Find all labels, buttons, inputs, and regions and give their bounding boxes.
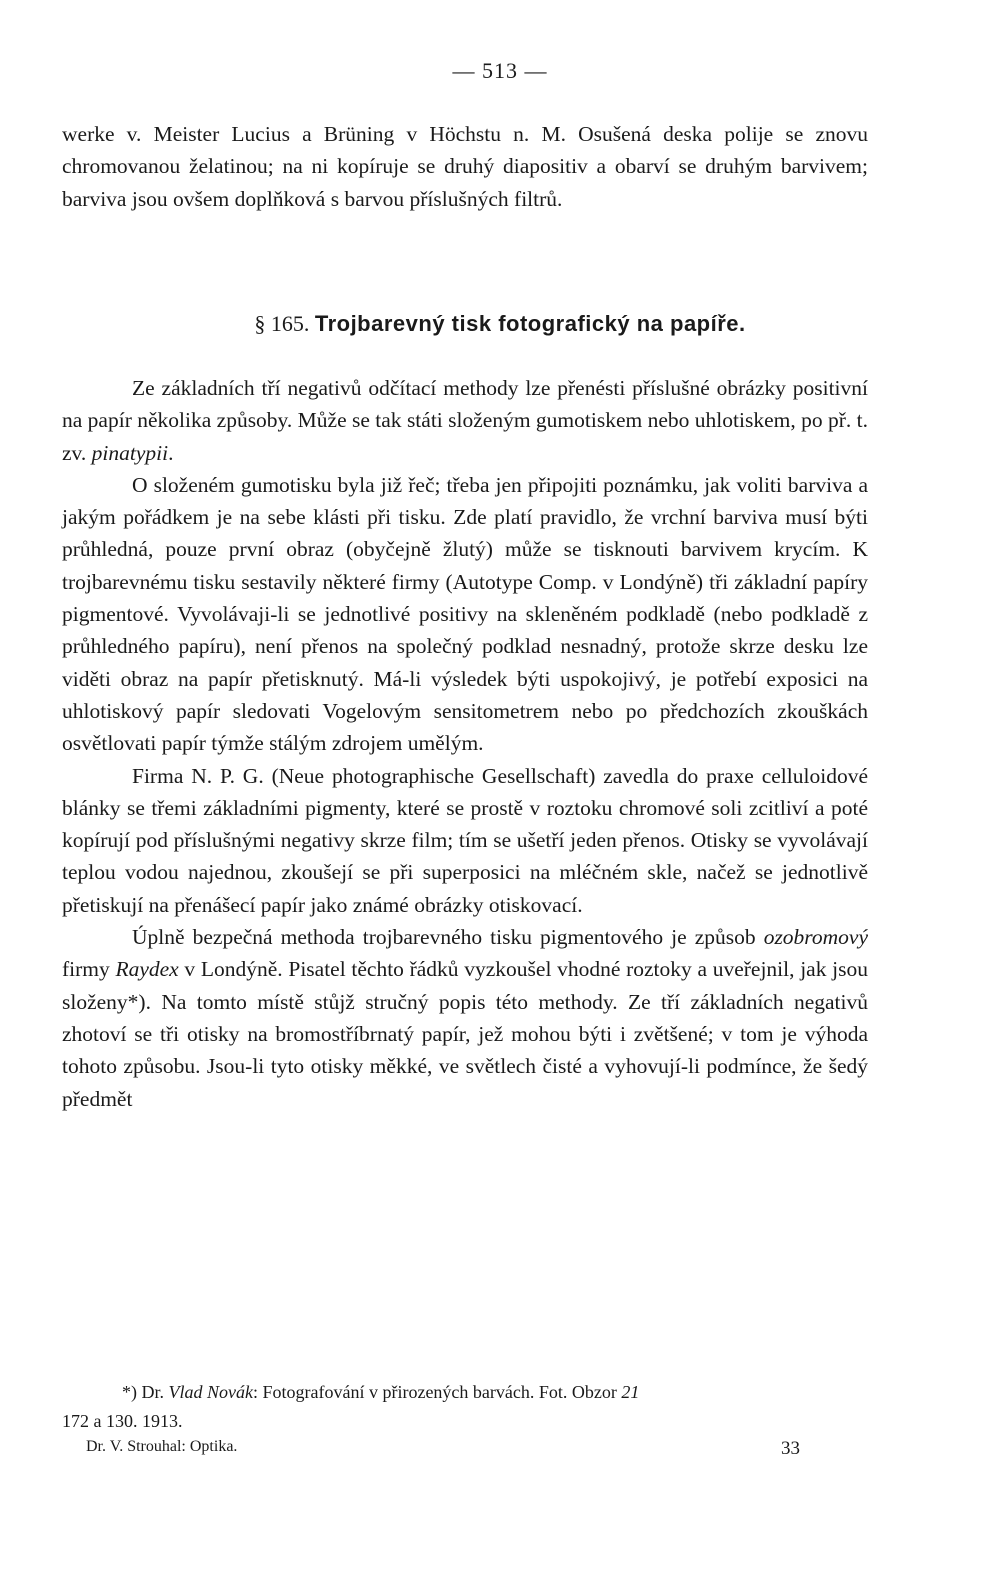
section-title: Trojbarevný tisk fotografický na papíře. (314, 311, 746, 336)
paragraph-3: Firma N. P. G. (Neue photographische Gesellschaft) zavedla do praxe celluloidové blánky se třemi základními pigmenty, které se prostě v roztoku chromové soli zcitliví a poté kopírují pod příslušnými negativy skrze film; tím se ušetří jeden přenos. Otisky se vyvolávají teplou vodou najednou, zkoušejí se při superposici na mléčném skle, načež se jednotlivě přetiskují na přenášecí papír jako známé obrázky otiskovací. (62, 763, 868, 917)
footnote-volume: 21 (621, 1382, 640, 1402)
p4-text-c: v Londýně. Pisatel těchto řádků vyzkoušel vhodné roztoky a uveřejnil, jak jsou složeny*). Na tomto místě stůjž stručný popis této methody. Ze tří základních negativů zhotoví se tři otisky na bromostříbrnatý papír, jež mohou býti i zvětšené; v tom je výhoda tohoto způsobu. Jsou-li tyto otisky měkké, ve světlech čisté a vyhovují-li podmínce, že šedý předmět (62, 957, 868, 1111)
p1-italic: pinatypii (91, 440, 169, 465)
footnote-line (62, 1378, 868, 1407)
section-heading (0, 308, 1000, 340)
p4-italic-1: ozobromový (763, 925, 868, 950)
footnote-pages: 172 a 130. 1913. (62, 1411, 183, 1431)
footer-signature: Dr. V. Strouhal: Optika. (86, 1438, 238, 1455)
footnote (62, 1378, 868, 1436)
footnote-author: Vlad Novák (168, 1382, 253, 1402)
section-number: § 165. (254, 311, 310, 336)
paragraph-4 (62, 921, 868, 1115)
page-number: — 513 — (452, 58, 548, 83)
p4-italic-2: Raydex (115, 957, 179, 982)
paragraph-1 (62, 372, 868, 469)
p1-end: . (168, 440, 174, 465)
p4-text-a: Úplně bezpečná methoda trojbarevného tisku pigmentového je způsob (132, 925, 764, 950)
main-text (62, 372, 868, 1115)
paragraph-2: O složeném gumotisku byla již řeč; třeba jen připojiti poznámku, jak voliti barviva a jakým pořádkem je na sebe klásti při tisku. Zde platí pravidlo, že vrchní barviva musí býti průhledná, pouze první obraz (obyčejně žlutý) může se tisknouti barvivem krycím. K trojbarevnému tisku sestavily některé firmy (Autotype Comp. v Londýně) tři základní papíry pigmentové. Vyvolávaji-li se jednotlivé positivy na skleněném podkladě (nebo podkladě z průhledného papíru), není přenos na společný podklad nesnadný, protože skrze desku lze viděti obraz na papír přetisknutý. Má-li výsledek býti uspokojivý, je potřebí exposici na uhlotiskový papír sledovati Vogelovým sensitometrem nebo po předchozích zkouškách osvětlovati papír týmže stálým zdrojem umělým. (62, 472, 868, 756)
intro-paragraph (62, 118, 868, 215)
footnote-text: : Fotografování v přirozených barvách. Fot. Obzor (252, 1382, 622, 1402)
intro-text: werke v. Meister Lucius a Brüning v Höchstu n. M. Osušená deska polije se znovu chromovanou želatinou; na ni kopíruje se druhý diapositiv a obarví se druhým barvivem; barviva jsou ovšem doplňková s barvou příslušných filtrů. (62, 122, 868, 211)
footnote-marker: *) Dr. (122, 1382, 169, 1402)
footer-sheet-number: 33 (781, 1438, 800, 1459)
p4-text-b: firmy (62, 957, 116, 982)
p1-text: Ze základních tří negativů odčítací methody lze přenésti příslušné obrázky positivní na papír několika způsoby. Může se tak státi složeným gumotiskem nebo uhlotiskem, po př. t. zv. (62, 376, 868, 465)
